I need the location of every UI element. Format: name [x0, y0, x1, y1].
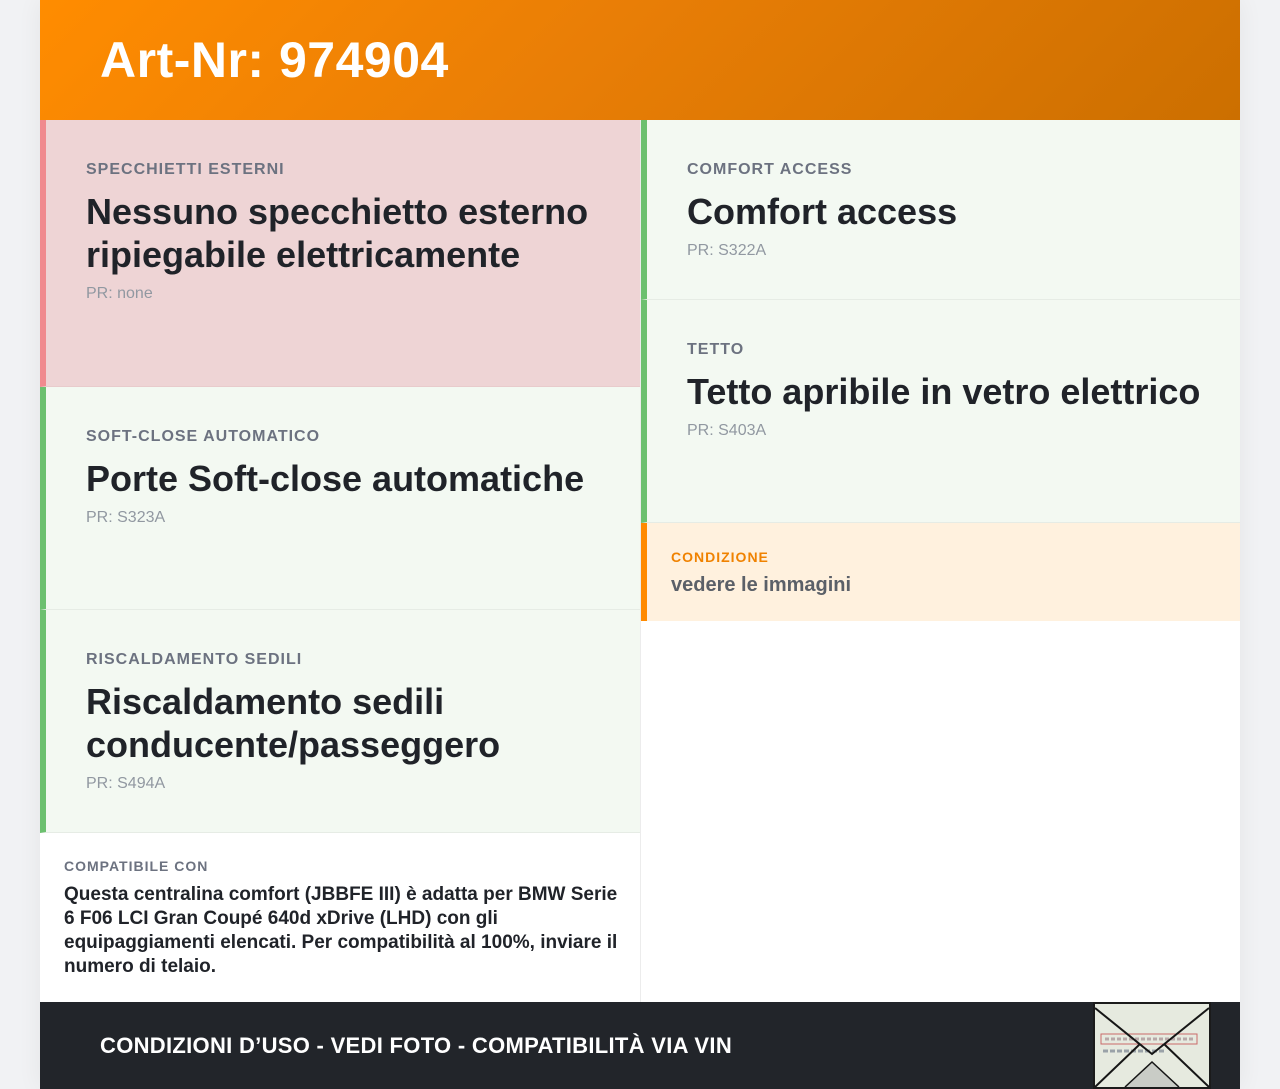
- feature-card-comfort-access: [641, 120, 1240, 300]
- feature-card-soft-close: [40, 387, 640, 610]
- compatibility-section: [40, 833, 640, 1003]
- feature-category: RISCALDAMENTO SEDILI: [86, 651, 303, 668]
- feature-title: Nessuno specchietto esterno ripiegabile elettricamente: [86, 191, 589, 275]
- compatibility-text: Questa centralina comfort (JBBFE III) è adatta per BMW Serie 6 F06 LCI Gran Coupé 640d xDrive (LHD) con gli equipaggiamenti elencati. Per compatibilità al 100%, inviare il numero di telaio.: [64, 884, 618, 977]
- feature-category: COMFORT ACCESS: [687, 161, 853, 178]
- condition-value: vedere le immagini: [671, 574, 852, 596]
- feature-title: Porte Soft-close automatiche: [86, 458, 585, 499]
- feature-title: Comfort access: [687, 191, 958, 232]
- feature-card-seat-heating: [40, 610, 640, 833]
- feature-pr-code: PR: S322A: [687, 242, 767, 259]
- header: [40, 0, 1240, 120]
- left-column: [40, 120, 640, 1003]
- feature-category: SOFT-CLOSE AUTOMATICO: [86, 428, 321, 445]
- feature-title: Tetto apribile in vetro elettrico: [687, 371, 1201, 412]
- footer: [40, 1002, 1240, 1089]
- feature-card-mirrors: [40, 120, 640, 387]
- envelope-stamp-icon: [1093, 1002, 1211, 1089]
- footer-text: CONDIZIONI D’USO - VEDI FOTO - COMPATIBILITÀ VIA VIN: [100, 1032, 733, 1058]
- feature-title: Riscaldamento sedili conducente/passeggero: [86, 681, 501, 765]
- feature-category: SPECCHIETTI ESTERNI: [86, 161, 285, 178]
- condition-box: [641, 523, 1240, 621]
- feature-pr-code: PR: S494A: [86, 775, 166, 792]
- right-column: [640, 120, 1240, 1002]
- compatibility-label: COMPATIBILE CON: [64, 858, 209, 874]
- feature-pr-code: PR: none: [86, 285, 153, 302]
- condition-label: CONDIZIONE: [671, 549, 769, 565]
- feature-pr-code: PR: S323A: [86, 509, 166, 526]
- article-number-title: Art-Nr: 974904: [100, 32, 449, 88]
- feature-pr-code: PR: S403A: [687, 422, 767, 439]
- product-sheet: [40, 0, 1240, 1089]
- feature-category: TETTO: [687, 341, 745, 358]
- feature-card-roof: [641, 300, 1240, 523]
